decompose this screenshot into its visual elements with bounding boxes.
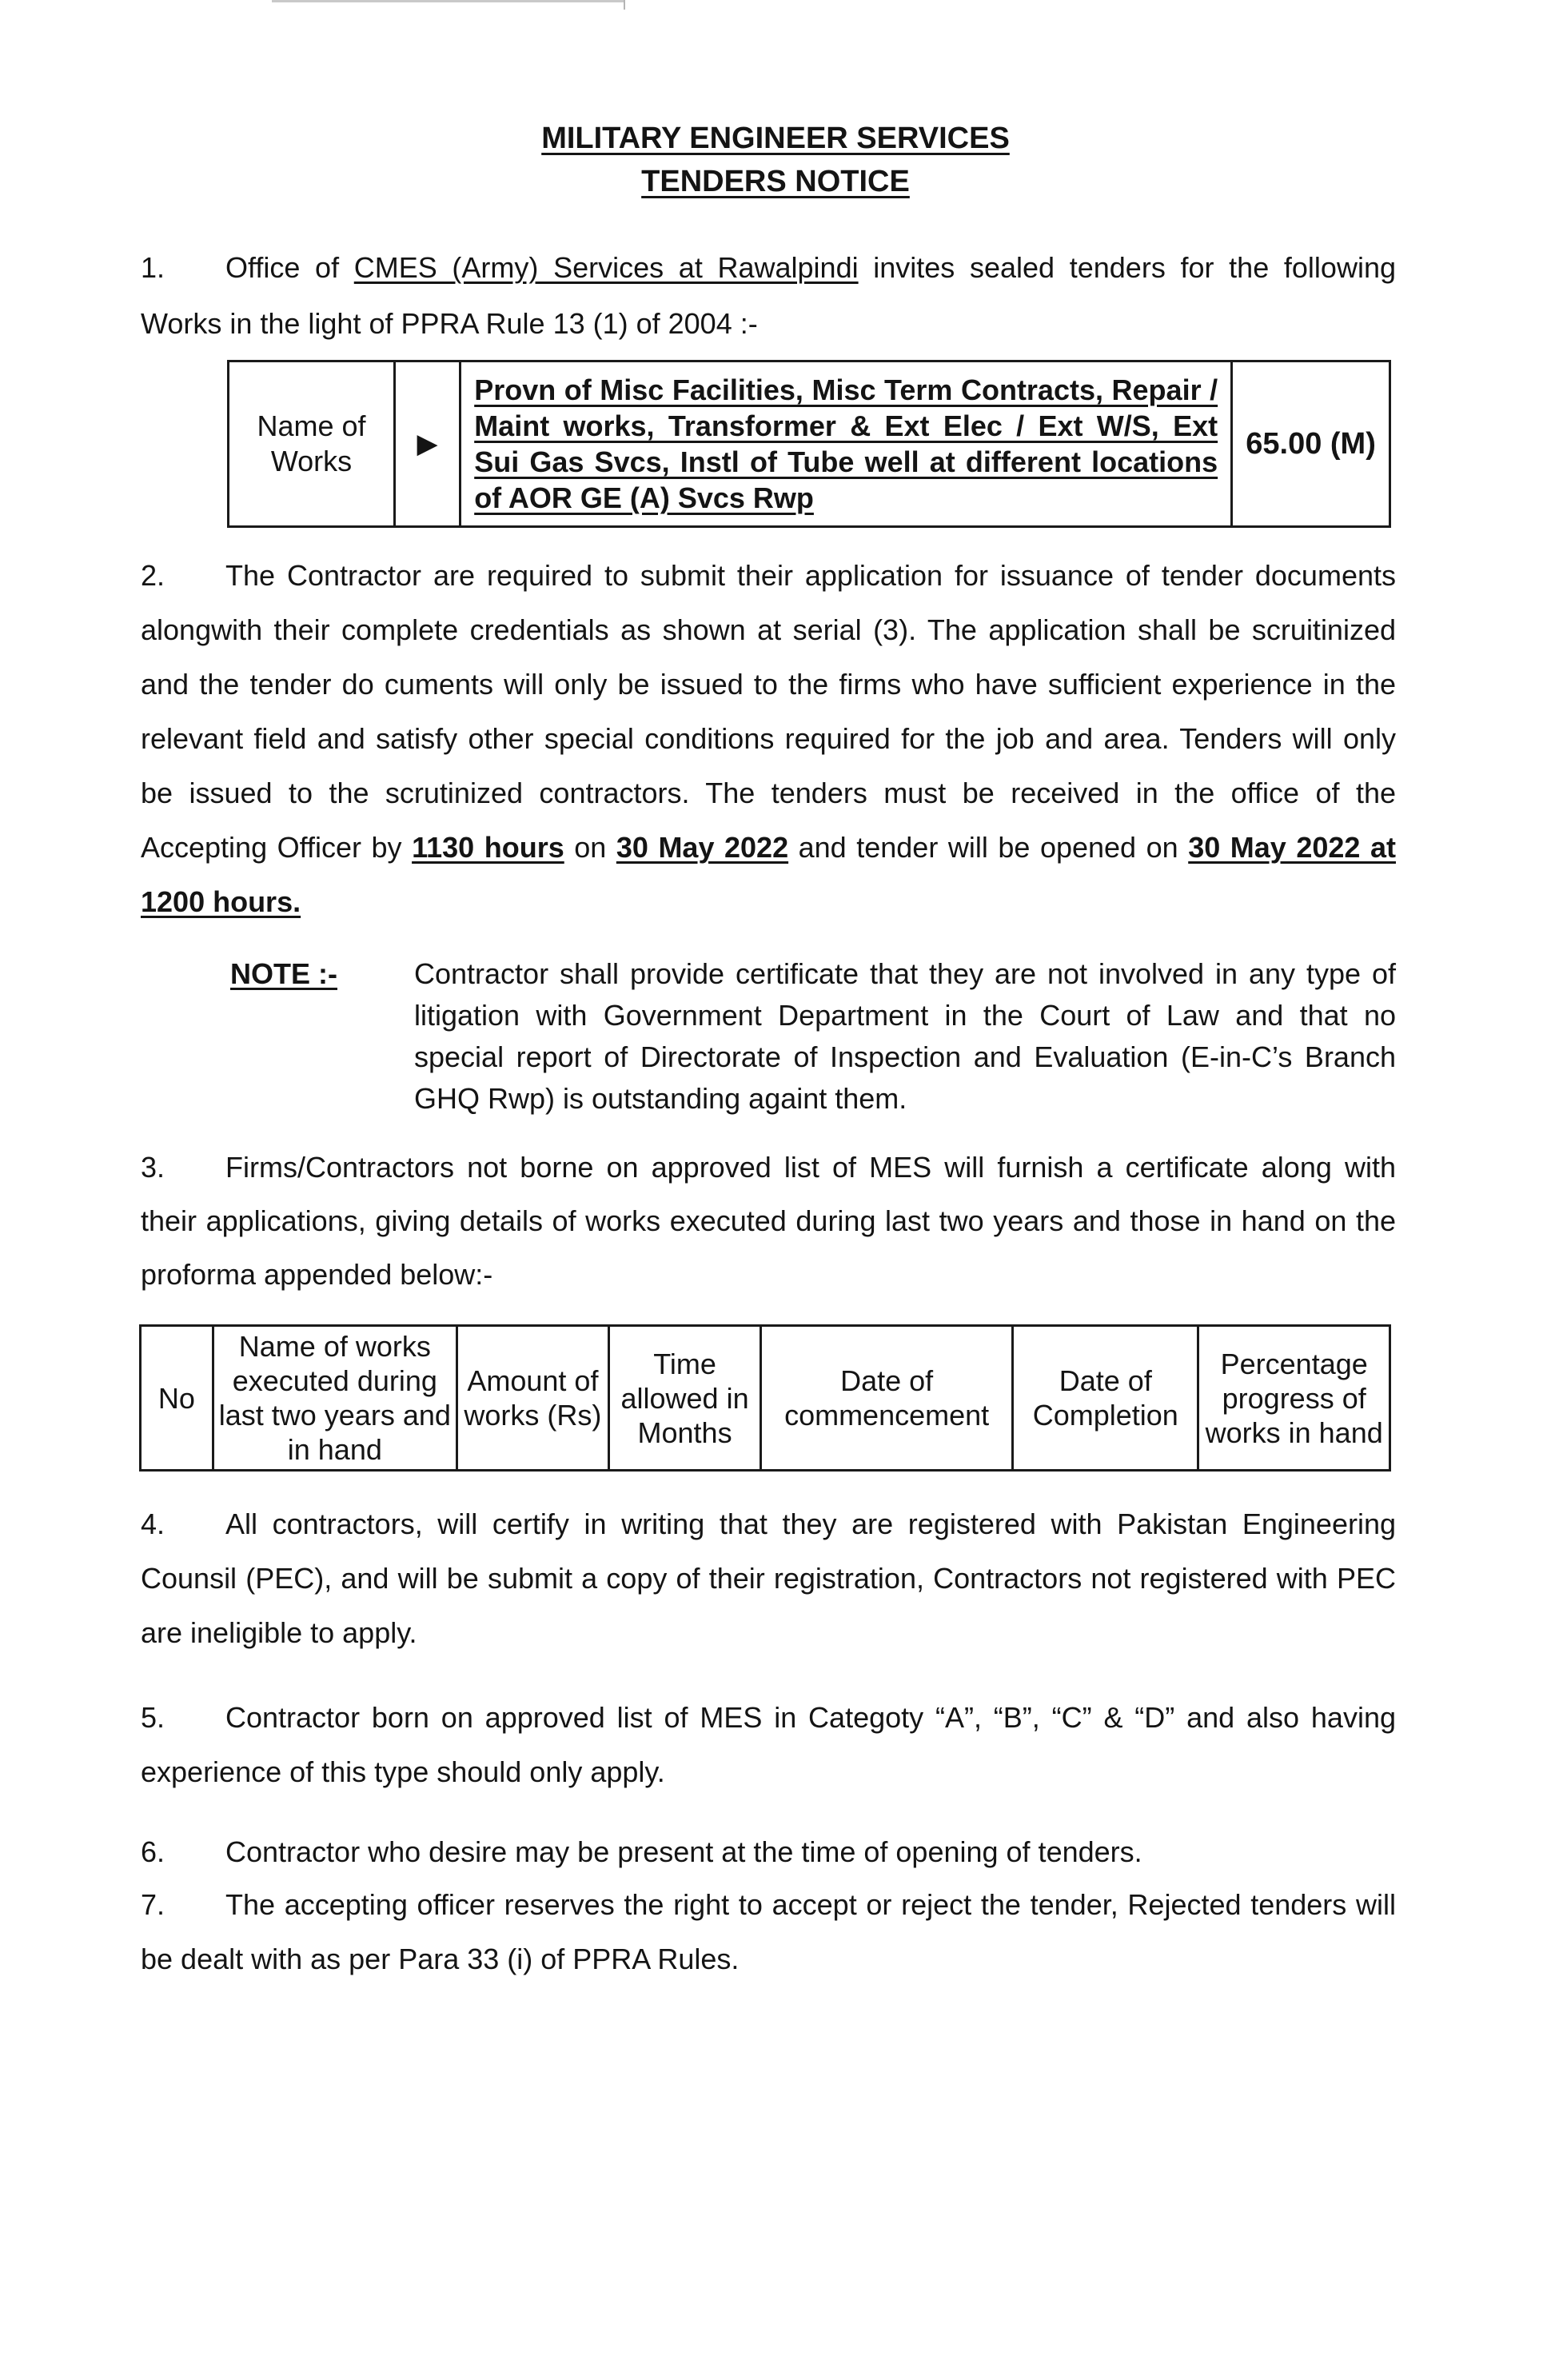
paragraph-number: 1. — [141, 251, 165, 284]
paragraph-number: 2. — [141, 559, 165, 592]
submission-date: 30 May 2022 — [616, 831, 789, 864]
scan-edge-mark — [272, 0, 624, 2]
proforma-header-cell: Date of commencement — [761, 1326, 1013, 1471]
paragraph-text: Contractor born on approved list of MES in Categoty “A”, “B”, “C” & “D” and also having experience of this type should only apply. — [141, 1701, 1396, 1788]
paragraph-number: 3. — [141, 1151, 165, 1184]
paragraph-text: invites sealed tenders for the following Works in the light of PPRA Rule 13 (1) of 2004 :- — [141, 251, 1396, 340]
paragraph-6 — [141, 1825, 1396, 1879]
opening-date: 30 May 2022 at 1200 hours. — [141, 831, 1396, 918]
works-description-text: Provn of Misc Facilities, Misc Term Contracts, Repair / Maint works, Transformer & Ext Elec / Ext W/S, Ext Sui Gas Svcs, Instl of Tube well at different locations of AOR GE (A) Svcs Rwp — [474, 373, 1218, 514]
paragraph-text: The accepting officer reserves the right to accept or reject the tender, Rejected tenders will be dealt with as per Para 33 (i) of PPRA Rules. — [141, 1888, 1396, 1975]
proforma-table — [139, 1324, 1391, 1472]
proforma-header-cell: Amount of works (Rs) — [457, 1326, 608, 1471]
works-row — [229, 361, 1390, 527]
paragraph-text: Office of — [225, 251, 354, 284]
paragraph-number: 6. — [141, 1835, 165, 1868]
paragraph-5 — [141, 1691, 1396, 1799]
paragraph-4 — [141, 1497, 1396, 1660]
submission-time: 1130 hours — [412, 831, 564, 864]
paragraph-text: on — [564, 831, 616, 864]
works-description — [461, 361, 1232, 527]
proforma-header-cell: Time allowed in Months — [609, 1326, 761, 1471]
paragraph-text: All contractors, will certify in writing that they are registered with Pakistan Engineering Counsil (PEC), and will be submit a copy of their registration, Contractors not registered with PEC are ineligible to apply. — [141, 1507, 1396, 1649]
paragraph-number: 4. — [141, 1507, 165, 1540]
org-title — [0, 122, 1551, 156]
paragraph-3 — [141, 1140, 1396, 1301]
office-name: CMES (Army) Services at Rawalpindi — [353, 251, 859, 284]
proforma-header-cell: Date of Completion — [1013, 1326, 1198, 1471]
org-title-text: MILITARY ENGINEER SERVICES — [541, 122, 1010, 155]
paragraph-text: Firms/Contractors not borne on approved list of MES will furnish a certificate along with their applications, giving details of works executed during last two years and those in hand on the proforma appended below:- — [141, 1151, 1396, 1291]
notice-title — [0, 165, 1551, 199]
works-name-label: Name of Works — [229, 361, 395, 527]
paragraph-text: Contractor who desire may be present at the time of opening of tenders. — [225, 1835, 1142, 1868]
note-label: NOTE :- — [230, 957, 337, 990]
paragraph-text: The Contractor are required to submit their application for issuance of tender documents alongwith their complete credentials as shown at serial (3). The application shall be scruitinized and the tender do cuments will only be issued to the firms who have sufficient experience in the relevant field and satisfy other special conditions required for the job and area. Tenders will only be issued to the scrutinized contractors. The tenders must be received in the office of the Accepting Officer by — [141, 559, 1396, 864]
paragraph-1 — [141, 240, 1396, 352]
paragraph-7 — [141, 1878, 1396, 1987]
proforma-header-cell: Percentage progress of works in hand — [1198, 1326, 1390, 1471]
paragraph-2 — [141, 549, 1396, 929]
notice-title-text: TENDERS NOTICE — [641, 165, 910, 198]
scan-edge-tick — [624, 0, 625, 10]
paragraph-text: and tender will be opened on — [788, 831, 1189, 864]
works-table — [227, 360, 1391, 528]
works-amount: 65.00 (M) — [1232, 361, 1390, 527]
proforma-header-row — [141, 1326, 1390, 1471]
proforma-header-cell: No — [141, 1326, 213, 1471]
paragraph-number: 7. — [141, 1888, 165, 1921]
note-text: Contractor shall provide certificate that they are not involved in any type of litigation with Government Department in the Court of Law and that no special report of Directorate of Inspection and Evaluation (E-in-C’s Branch GHQ Rwp) is outstanding againt them. — [414, 957, 1396, 1115]
proforma-header-cell: Name of works executed during last two years and in hand — [213, 1326, 457, 1471]
paragraph-number: 5. — [141, 1701, 165, 1734]
arrow-icon: ▶ — [395, 361, 461, 527]
